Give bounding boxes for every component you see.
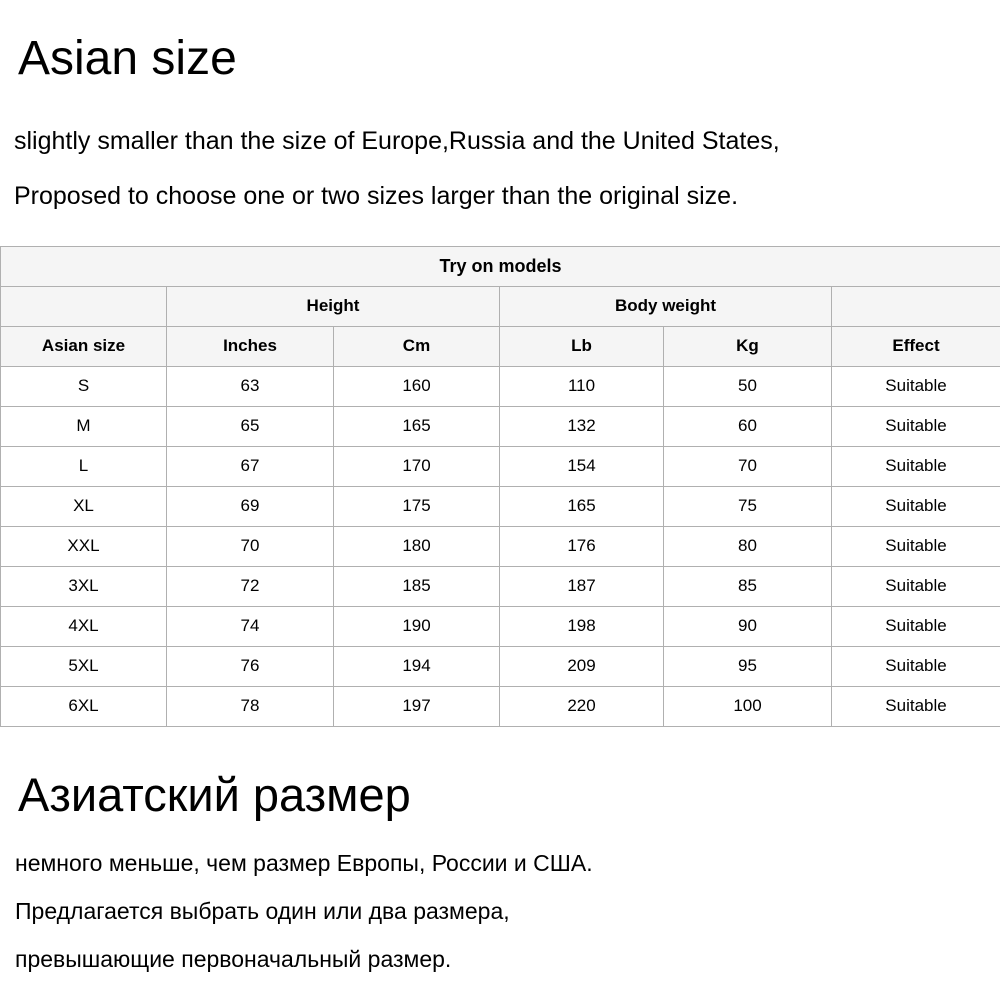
size-table [0, 246, 1000, 727]
cell-inches: 74 [167, 606, 334, 646]
cell-size: S [1, 366, 167, 406]
cell-kg: 95 [664, 646, 832, 686]
column-header-inches: Inches [167, 326, 334, 366]
table-row [1, 446, 1000, 486]
cell-effect: Suitable [832, 406, 1000, 446]
cell-lb: 154 [500, 446, 664, 486]
table-row [1, 646, 1000, 686]
cell-lb: 209 [500, 646, 664, 686]
cell-inches: 63 [167, 366, 334, 406]
table-row [1, 366, 1000, 406]
cell-kg: 80 [664, 526, 832, 566]
table-row [1, 486, 1000, 526]
intro-line-1: slightly smaller than the size of Europe,Russia and the United States, [14, 126, 780, 155]
page-title: Asian size [18, 32, 237, 85]
russian-line-1: немного меньше, чем размер Европы, России и США. [15, 850, 593, 877]
cell-cm: 194 [334, 646, 500, 686]
cell-cm: 175 [334, 486, 500, 526]
cell-lb: 132 [500, 406, 664, 446]
group-header-height: Height [167, 286, 500, 326]
cell-effect: Suitable [832, 366, 1000, 406]
cell-size: 3XL [1, 566, 167, 606]
cell-kg: 90 [664, 606, 832, 646]
cell-cm: 190 [334, 606, 500, 646]
cell-kg: 85 [664, 566, 832, 606]
table-column-header-row [1, 326, 1000, 366]
cell-lb: 176 [500, 526, 664, 566]
cell-size: 4XL [1, 606, 167, 646]
cell-effect: Suitable [832, 486, 1000, 526]
cell-kg: 100 [664, 686, 832, 726]
table-row [1, 566, 1000, 606]
cell-cm: 165 [334, 406, 500, 446]
cell-size: XXL [1, 526, 167, 566]
empty-cell [1, 286, 167, 326]
cell-inches: 67 [167, 446, 334, 486]
cell-inches: 78 [167, 686, 334, 726]
cell-inches: 72 [167, 566, 334, 606]
cell-inches: 70 [167, 526, 334, 566]
table-caption: Try on models [1, 246, 1000, 286]
intro-line-2: Proposed to choose one or two sizes larger than the original size. [14, 181, 739, 210]
cell-inches: 65 [167, 406, 334, 446]
cell-cm: 170 [334, 446, 500, 486]
cell-size: XL [1, 486, 167, 526]
table-group-header-row [1, 286, 1000, 326]
table-caption-row [1, 246, 1000, 286]
cell-kg: 70 [664, 446, 832, 486]
russian-section [0, 769, 1000, 973]
table-row [1, 686, 1000, 726]
cell-effect: Suitable [832, 526, 1000, 566]
cell-effect: Suitable [832, 686, 1000, 726]
cell-lb: 110 [500, 366, 664, 406]
group-header-body-weight: Body weight [500, 286, 832, 326]
cell-effect: Suitable [832, 566, 1000, 606]
cell-lb: 220 [500, 686, 664, 726]
russian-title: Азиатский размер [18, 767, 411, 821]
cell-kg: 75 [664, 486, 832, 526]
cell-inches: 76 [167, 646, 334, 686]
column-header-cm: Cm [334, 326, 500, 366]
cell-effect: Suitable [832, 646, 1000, 686]
cell-lb: 165 [500, 486, 664, 526]
table-row [1, 526, 1000, 566]
column-header-asian-size: Asian size [1, 326, 167, 366]
cell-kg: 50 [664, 366, 832, 406]
cell-cm: 180 [334, 526, 500, 566]
table-row [1, 606, 1000, 646]
cell-lb: 198 [500, 606, 664, 646]
cell-size: M [1, 406, 167, 446]
column-header-kg: Kg [664, 326, 832, 366]
cell-cm: 160 [334, 366, 500, 406]
cell-kg: 60 [664, 406, 832, 446]
cell-cm: 197 [334, 686, 500, 726]
table-row [1, 406, 1000, 446]
cell-effect: Suitable [832, 606, 1000, 646]
column-header-lb: Lb [500, 326, 664, 366]
cell-cm: 185 [334, 566, 500, 606]
cell-size: L [1, 446, 167, 486]
column-header-effect: Effect [832, 326, 1000, 366]
empty-cell [832, 286, 1000, 326]
intro-section [0, 33, 1000, 211]
cell-inches: 69 [167, 486, 334, 526]
cell-size: 6XL [1, 686, 167, 726]
russian-line-2: Предлагается выбрать один или два размера, [15, 898, 510, 925]
cell-size: 5XL [1, 646, 167, 686]
russian-line-3: превышающие первоначальный размер. [15, 945, 452, 972]
cell-effect: Suitable [832, 446, 1000, 486]
cell-lb: 187 [500, 566, 664, 606]
